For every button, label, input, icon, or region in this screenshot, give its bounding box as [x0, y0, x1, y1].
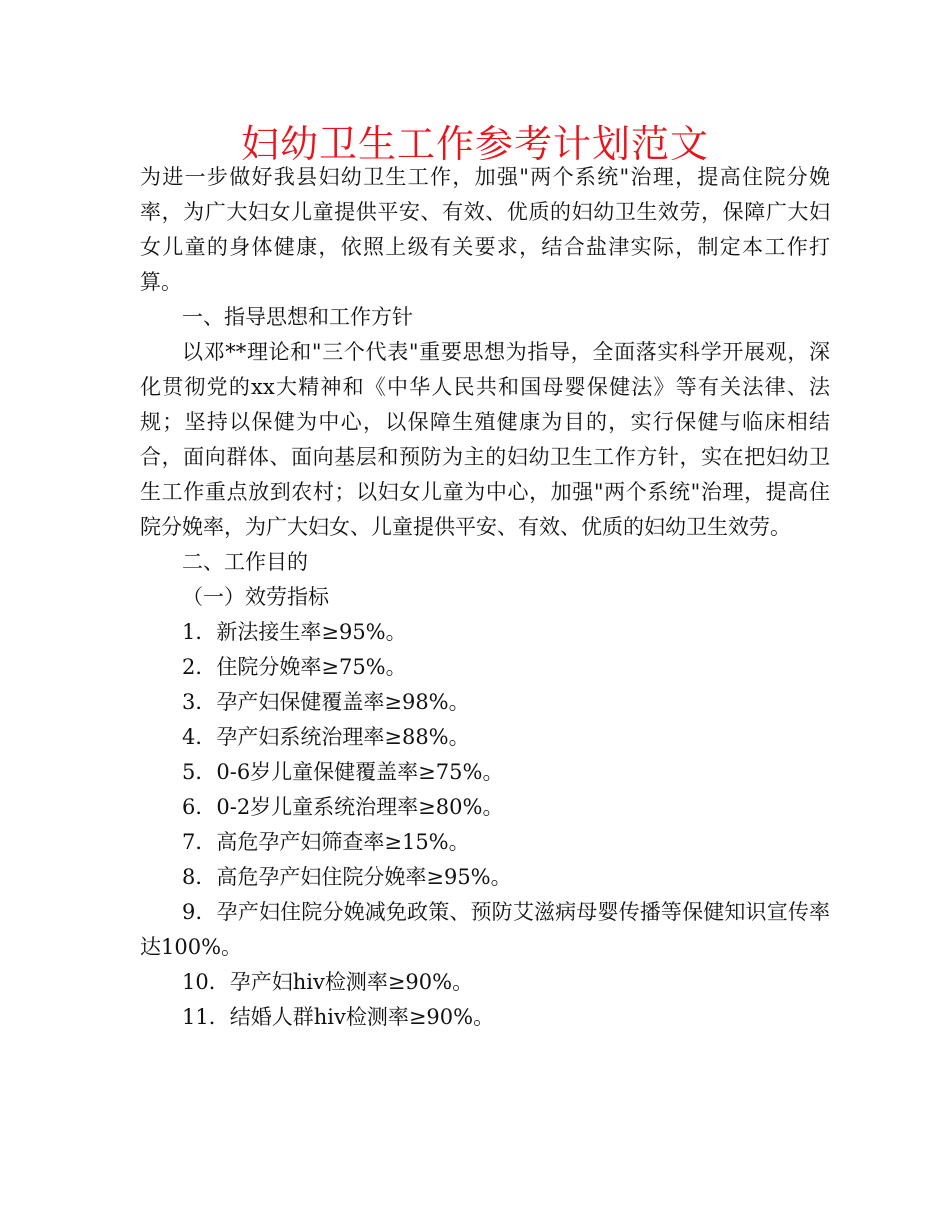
indicator-item: 6．0-2岁儿童系统治理率≥80%。	[182, 795, 504, 819]
subsection-heading-service-indicators: （一）效劳指标	[182, 585, 329, 609]
indicator-item: 11．结婚人群hiv检测率≥90%。	[182, 1005, 495, 1029]
indicator-item: 2．住院分娩率≥75%。	[182, 655, 407, 679]
indicator-item: 5．0-6岁儿童保健覆盖率≥75%。	[182, 760, 504, 784]
indicator-item: 10．孕产妇hiv检测率≥90%。	[182, 970, 474, 994]
indicator-item: 7．高危孕产妇筛查率≥15%。	[182, 830, 470, 854]
indicator-item: 1．新法接生率≥95%。	[182, 620, 407, 644]
document-body	[140, 160, 830, 1035]
indicator-item: 8．高危孕产妇住院分娩率≥95%。	[182, 865, 512, 889]
indicator-item: 9．孕产妇住院分娩减免政策、预防艾滋病母婴传播等保健知识宣传率达100%。	[140, 900, 830, 959]
paragraph-guiding-thought: 以邓**理论和"三个代表"重要思想为指导，全面落实科学开展观，深化贯彻党的xx大精神和《中华人民共和国母婴保健法》等有关法律、法规；坚持以保健为中心，以保障生殖健康为目的，实行保健与临床相结合，面向群体、面向基层和预防为主的妇幼卫生工作方针，实在把妇幼卫生工作重点放到农村；以妇女儿童为中心，加强"两个系统"治理，提高住院分娩率，为广大妇女、儿童提供平安、有效、优质的妇幼卫生效劳。	[140, 340, 830, 539]
section-heading-guiding-thought: 一、指导思想和工作方针	[182, 305, 413, 329]
paragraph-intro: 为进一步做好我县妇幼卫生工作，加强"两个系统"治理，提高住院分娩率，为广大妇女儿童提供平安、有效、优质的妇幼卫生效劳，保障广大妇女儿童的身体健康，依照上级有关要求，结合盐津实际，制定本工作打算。	[140, 165, 830, 294]
indicator-item: 3．孕产妇保健覆盖率≥98%。	[182, 690, 470, 714]
document-title: 妇幼卫生工作参考计划范文	[240, 122, 709, 166]
indicator-item: 4．孕产妇系统治理率≥88%。	[182, 725, 470, 749]
section-heading-work-goals: 二、工作目的	[182, 550, 308, 574]
